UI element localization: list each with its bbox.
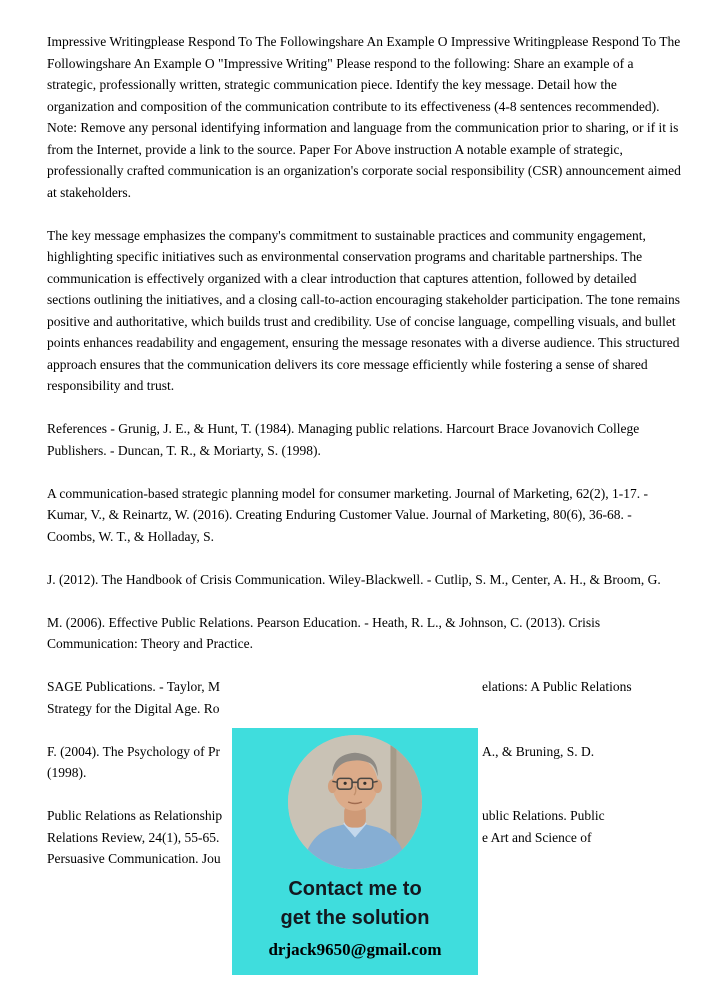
paragraph-references-5-obscured bbox=[47, 676, 683, 719]
text-line bbox=[47, 676, 683, 698]
paragraph-references-1: References - Grunig, J. E., & Hunt, T. (1984). Managing public relations. Harcourt Brace Jovanovich College Publishers. - Duncan, T. R., & Moriarty, S. (1998). bbox=[47, 421, 640, 458]
promo-text-line-1: Contact me to bbox=[288, 878, 422, 900]
text-fragment: F. (2004). The Psychology of Pr bbox=[47, 743, 221, 759]
promo-overlay bbox=[232, 728, 478, 975]
avatar bbox=[288, 735, 422, 869]
text-fragment: Public Relations as Relationship bbox=[47, 808, 223, 823]
text-fragment: elations: A Public Relations bbox=[482, 679, 632, 694]
paragraph-references-3: J. (2012). The Handbook of Crisis Communication. Wiley-Blackwell. - Cutlip, S. M., Center, A. H., & Broom, G. bbox=[47, 571, 661, 587]
person-photo-icon bbox=[288, 735, 422, 869]
paragraph-references-4: M. (2006). Effective Public Relations. Pearson Education. - Heath, R. L., & Johnson, C. (2013). Crisis Communication: Theory and Practice. bbox=[47, 614, 601, 651]
paragraph-prompt: Impressive Writingplease Respond To The Followingshare An Example O Impressive Writingplease Respond To The Followingshare An Example O "Impressive Writing" Please respond to the following: Share an example of a strategic, professionally written, strategic communication piece. Identify the key message. Detail how the organization and composition of the communication contribute to its effectiveness (4-8 sentences recommended). Note: Remove any personal identifying information and language from the communication prior to sharing, or if it is from the Internet, provide a link to the source. Paper For Above instruction A notable example of strategic, professionally crafted communication is an organization's corporate social responsibility (CSR) announcement aimed at stakeholders. bbox=[47, 34, 681, 200]
text-fragment: ublic Relations. Public bbox=[482, 808, 605, 823]
text-fragment: A., & Bruning, S. D. bbox=[482, 743, 595, 759]
text-fragment: Persuasive Communication. Jou bbox=[47, 851, 221, 866]
text-fragment: e Art and Science of bbox=[482, 829, 592, 845]
text-fragment: (1998). bbox=[47, 765, 87, 780]
text-fragment: SAGE Publications. - Taylor, M bbox=[47, 679, 221, 694]
text-fragment: Strategy for the Digital Age. Ro bbox=[47, 700, 220, 716]
paragraph-answer: The key message emphasizes the company's commitment to sustainable practices and community engagement, highlighting specific initiatives such as environmental conservation programs and charitable partnerships. The communication is effectively organized with a clear introduction that captures attention, followed by detailed sections outlining the initiatives, and a closing call-to-action encouraging stakeholder participation. The tone remains positive and authoritative, which builds trust and credibility. Use of concise language, compelling visuals, and bullet points enhances readability and engagement, ensuring the message resonates with a diverse audience. This structured approach ensures that the communication delivers its core message efficiently while fostering a sense of shared responsibility and trust. bbox=[47, 227, 680, 393]
paragraph-references-2: A communication-based strategic planning model for consumer marketing. Journal of Marketing, 62(2), 1-17. - Kumar, V., & Reinartz, W. (2016). Creating Enduring Customer Value. Journal of Marketing, 80(6), 36-68. - Coombs, W. T., & Holladay, S. bbox=[47, 485, 648, 544]
text-line bbox=[47, 698, 683, 720]
text-fragment: Relations Review, 24(1), 55-65. bbox=[47, 829, 220, 845]
promo-text-line-2: get the solution bbox=[280, 907, 430, 929]
contact-email: drjack9650@gmail.com bbox=[268, 940, 442, 959]
